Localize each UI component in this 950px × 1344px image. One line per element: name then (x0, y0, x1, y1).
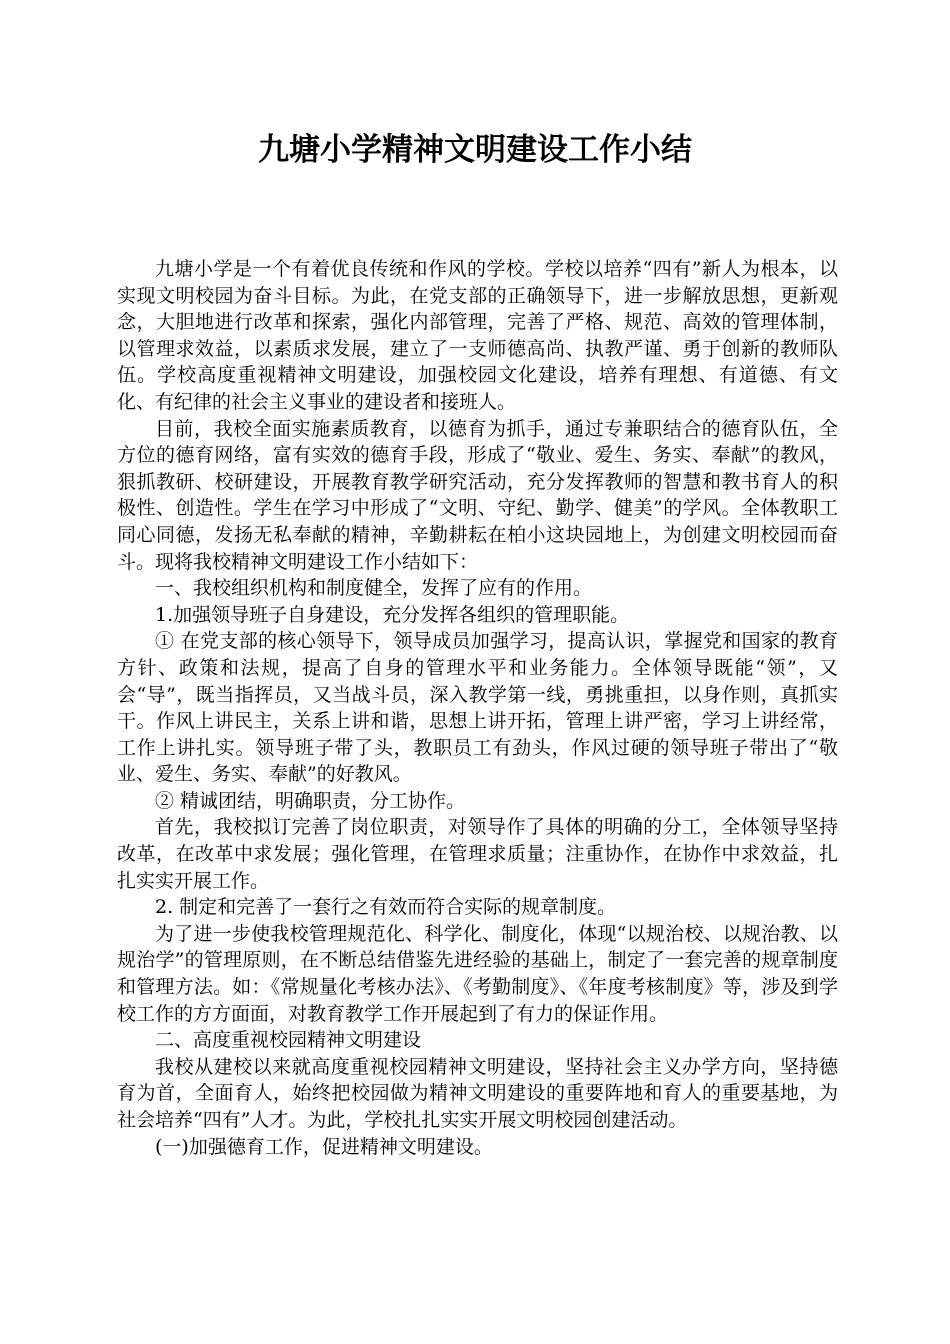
paragraph-campus-civilization: 我校从建校以来就高度重视校园精神文明建设，坚持社会主义办学方向，坚持德育为首，全面育人，始终把校园做为精神文明建设的重要阵地和育人的重要基地，为社会培养“四有”人才。为此，学校扎扎实实开展文明校园创建活动。 (117, 1055, 838, 1131)
subheading-1-2: 2. 制定和完善了一套行之有效而符合实际的规章制度。 (155, 896, 617, 919)
paragraph-regulations: 为了进一步使我校管理规范化、科学化、制度化，体现“以规治校、以规治教、以规治学”的管理原则，在不断总结借鉴先进经验的基础上，制定了一套完善的规章制度和管理方法。如：《常规量化考核办法》、《考勤制度》、《年度考核制度》等，涉及到学校工作的方方面面，对教育教学工作开展起到了有力的保证作用。 (117, 922, 838, 1025)
paragraph-current-status: 目前，我校全面实施素质教育，以德育为抓手，通过专兼职结合的德育队伍，全方位的德育网络，富有实效的德育手段，形成了“敬业、爱生、务实、奉献”的教风，狠抓教研、校研建设，开展教育教学研究活动，充分发挥教师的智慧和教书育人的积极性、创造性。学生在学习中形成了“文明、守纪、勤学、健美”的学风。全体教职工同心同德，发扬无私奉献的精神，辛勤耕耘在柏小这块园地上，为创建文明校园而奋斗。现将我校精神文明建设工作小结如下： (117, 417, 838, 573)
paragraph-intro: 九塘小学是一个有着优良传统和作风的学校。学校以培养“四有”新人为根本，以实现文明校园为奋斗目标。为此，在党支部的正确领导下，进一步解放思想，更新观念，大胆地进行改革和探索，强化内部管理，完善了严格、规范、高效的管理体制，以管理求效益，以素质求发展，建立了一支师德高尚、执教严谨、勇于创新的教师队伍。学校高度重视精神文明建设，加强校园文化建设，培养有理想、有道德、有文化、有纪律的社会主义事业的建设者和接班人。 (117, 258, 838, 413)
paragraph-leadership: ① 在党支部的核心领导下，领导成员加强学习，提高认识，掌握党和国家的教育方针、政策和法规，提高了自身的管理水平和业务能力。全体领导既能“领”，又会“导”，既当指挥员，又当战斗员，深入教学第一线，勇挑重担，以身作则，真抓实干。作风上讲民主，关系上讲和谐，思想上讲开拓，管理上讲严密，学习上讲经常，工作上讲扎实。领导班子带了头，教职员工有劲头，作风过硬的领导班子带出了“敬业、爱生、务实、奉献”的好教风。 (117, 630, 838, 786)
subpoint-unity: ② 精诚团结，明确职责，分工协作。 (155, 789, 466, 812)
section-heading-1: 一、我校组织机构和制度健全，发挥了应有的作用。 (155, 577, 593, 600)
subheading-2-1: (一)加强德育工作，促进精神文明建设。 (155, 1135, 493, 1158)
subheading-1-1: 1.加强领导班子自身建设，充分发挥各组织的管理职能。 (155, 603, 630, 626)
document-title: 九塘小学精神文明建设工作小结 (258, 132, 692, 168)
document-body (117, 256, 838, 1160)
paragraph-responsibilities: 首先，我校拟订完善了岗位职责，对领导作了具体的明确的分工，全体领导坚持改革，在改革中求发展；强化管理，在管理求质量；注重协作，在协作中求效益，扎扎实实开展工作。 (117, 816, 838, 892)
section-heading-2: 二、高度重视校园精神文明建设 (155, 1029, 422, 1052)
